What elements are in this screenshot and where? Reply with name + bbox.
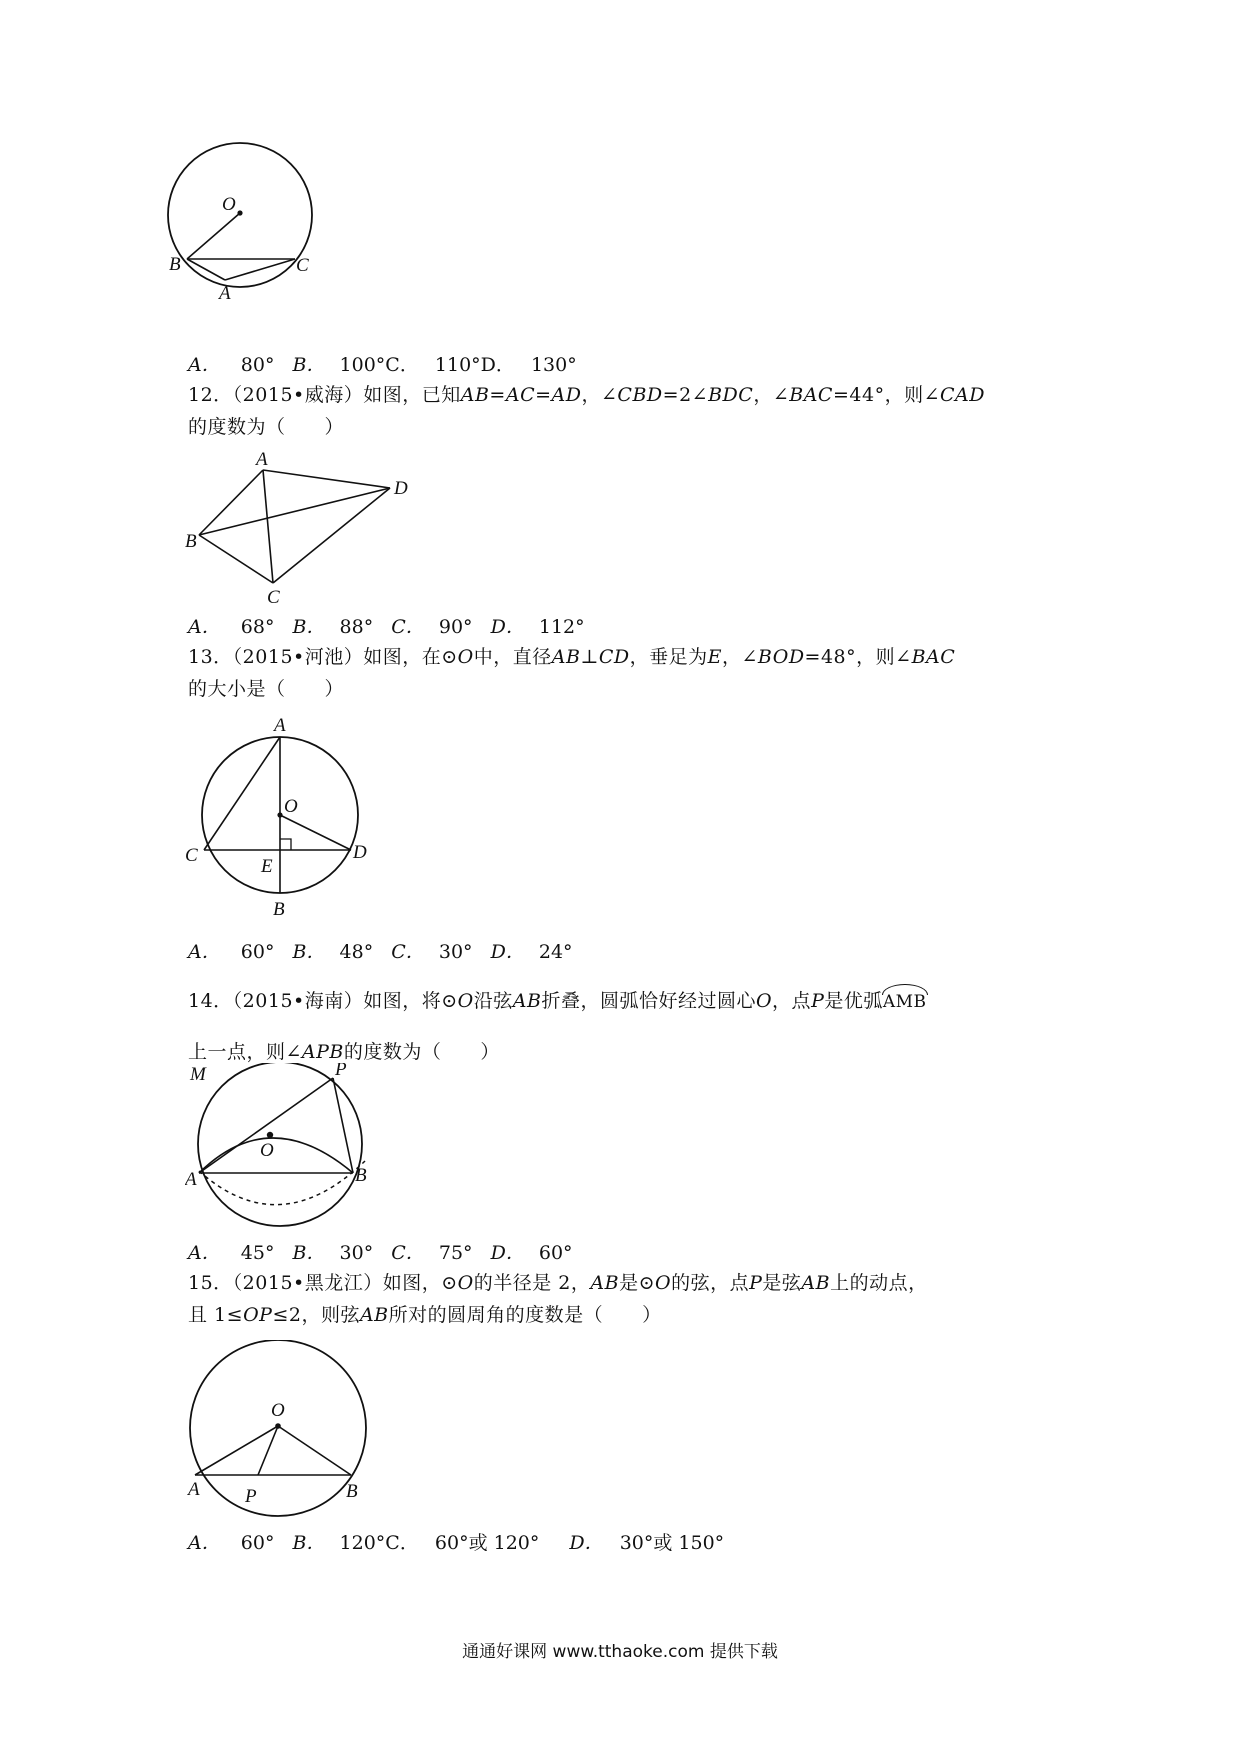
- q15-stem-text-4: 的弦，点: [671, 1272, 750, 1294]
- q13-option-b-value: 48°: [339, 941, 374, 963]
- q12-stem-line2: 的度数为（ ）: [188, 416, 345, 438]
- q12-stem-math-1: AB=AC=AD: [460, 384, 582, 406]
- q15-stem-line1: [188, 1268, 928, 1295]
- q14-option-c-letter: C．: [391, 1242, 425, 1264]
- q11-figure: [165, 140, 365, 310]
- q13-center-dot: [277, 812, 282, 817]
- q11-segment-ob: [187, 213, 240, 259]
- q13-option-d-value: 24°: [538, 941, 573, 963]
- q12-stem-math-3: BDC: [708, 384, 754, 406]
- q14-stem-text-1: 14．（2015•海南）如图，将⊙: [188, 990, 458, 1012]
- q15-stem-text-9: 所对的圆周角的度数是（ ）: [388, 1304, 662, 1326]
- q11-option-b-value: 100°C．: [339, 354, 419, 376]
- q15-stem-math-7: AB: [359, 1304, 389, 1326]
- q13-option-a-letter: A．: [188, 941, 221, 963]
- q11-label-c: C: [296, 255, 309, 276]
- q12-stem-math-4: BAC: [789, 384, 833, 406]
- q15-stem-text-5: 是弦: [762, 1272, 802, 1294]
- q11-segment-ac: [225, 259, 295, 280]
- q12-segment-bc: [199, 535, 273, 583]
- q14-label-b: B: [355, 1165, 367, 1186]
- q15-label-a: A: [188, 1479, 200, 1500]
- q15-stem-math-3: O: [655, 1272, 672, 1294]
- q11-label-b: B: [169, 254, 181, 275]
- q12-stem-math-2: CBD: [617, 384, 663, 406]
- q12-stem-text-1: 12．（2015•威海）如图，已知: [188, 384, 461, 406]
- q12-option-a-letter: A．: [188, 616, 221, 638]
- q14-stem-text-5: 是优弧: [824, 990, 883, 1012]
- q14-option-b-letter: B．: [292, 1242, 326, 1264]
- q15-stem-text-8: ≤2，则弦: [272, 1304, 360, 1326]
- q11-option-c-value: 110°D．: [434, 354, 515, 376]
- q13-option-d-letter: D．: [490, 941, 525, 963]
- q14-stem-math-2: AB: [512, 990, 542, 1012]
- q15-segment-ob: [278, 1426, 351, 1475]
- q15-stem-line2: [188, 1300, 662, 1327]
- q12-options: [188, 612, 585, 639]
- q13-option-a-value: 60°: [240, 941, 275, 963]
- q13-stem-math-2: AB: [551, 646, 581, 668]
- q15-option-a-value: 60°: [240, 1532, 275, 1554]
- q15-stem-math-5: AB: [801, 1272, 831, 1294]
- q15-options: [188, 1528, 724, 1555]
- q12-stem-line1: [188, 380, 985, 407]
- q13-segment-ac: [204, 737, 280, 850]
- q15-stem-text-3: 是⊙: [619, 1272, 655, 1294]
- q15-option-b-letter: B．: [292, 1532, 326, 1554]
- q13-stem-text-6: =48°，则∠: [804, 646, 912, 668]
- q15-option-a-letter: A．: [188, 1532, 221, 1554]
- q13-stem-line1: [188, 642, 955, 669]
- q14-stem-line2: [188, 1037, 500, 1064]
- q14-circle: [198, 1063, 362, 1226]
- q12-label-d: D: [394, 478, 408, 499]
- q12-label-b: B: [185, 531, 197, 552]
- q11-options: [188, 350, 577, 377]
- q13-stem-text-2: 中，直径: [473, 646, 552, 668]
- q13-stem-text-3: ⊥: [580, 646, 599, 668]
- q12-stem-text-3: =2∠: [662, 384, 709, 406]
- q11-option-a-value: 80°: [240, 354, 275, 376]
- q14-label-o: O: [260, 1140, 274, 1161]
- q13-stem-text-1: 13．（2015•河池）如图，在⊙: [188, 646, 458, 668]
- q12-figure: [185, 448, 425, 608]
- q14-stem-text-7: 的度数为（ ）: [343, 1041, 500, 1063]
- q15-stem-text-1: 15．（2015•黑龙江）如图，⊙: [188, 1272, 458, 1294]
- q14-option-d-value: 60°: [538, 1242, 573, 1264]
- q14-option-c-value: 75°: [438, 1242, 473, 1264]
- q15-stem-text-7: 且 1≤: [188, 1304, 244, 1326]
- q14-stem-text-6: 上一点，则∠: [188, 1041, 302, 1063]
- q12-label-c: C: [267, 587, 280, 608]
- q12-segment-da: [263, 470, 390, 488]
- q15-stem-text-6: 上的动点，: [830, 1272, 928, 1294]
- q11-option-a-letter: A．: [188, 354, 221, 376]
- q13-stem-math-4: E: [707, 646, 722, 668]
- q15-segment-op: [258, 1426, 278, 1475]
- q12-segment-ac: [263, 470, 273, 583]
- q13-option-c-letter: C．: [391, 941, 425, 963]
- q14-stem-math-3: O: [755, 990, 773, 1012]
- q14-stem-math-5: APB: [301, 1041, 344, 1063]
- q14-option-d-letter: D．: [490, 1242, 525, 1264]
- q13-options: [188, 937, 573, 964]
- q13-stem-math-6: BAC: [911, 646, 956, 668]
- q12-stem-text-2: ，∠: [581, 384, 618, 406]
- q15-stem-math-1: O: [457, 1272, 474, 1294]
- q13-figure: [185, 712, 385, 922]
- q13-stem-math-1: O: [457, 646, 474, 668]
- q11-label-o: O: [222, 194, 236, 215]
- q14-label-p: P: [335, 1063, 347, 1080]
- q14-stem-text-3: 折叠，圆弧恰好经过圆心: [541, 990, 756, 1012]
- q12-option-c-value: 90°: [438, 616, 473, 638]
- q14-center-dot: [267, 1132, 273, 1138]
- q14-arc-amb: AMB: [882, 992, 927, 1012]
- q13-stem-text-5: ，∠: [722, 646, 758, 668]
- q14-label-a: A: [185, 1169, 197, 1190]
- q15-figure: [175, 1340, 385, 1520]
- q14-label-m: M: [190, 1064, 206, 1085]
- q14-lower-dashed-arc: [199, 1161, 365, 1205]
- q15-segment-oa: [195, 1426, 278, 1475]
- q14-stem-math-4: P: [811, 990, 825, 1012]
- q15-stem-math-2: AB: [590, 1272, 620, 1294]
- q15-stem-math-6: OP: [243, 1304, 273, 1326]
- q12-option-d-letter: D．: [490, 616, 525, 638]
- q13-label-d: D: [353, 842, 367, 863]
- q14-stem-math-1: O: [457, 990, 474, 1012]
- q11-center-dot: [237, 210, 242, 215]
- q12-label-a: A: [256, 449, 268, 470]
- q15-label-o: O: [271, 1400, 285, 1421]
- q15-option-b-value: 120°C．: [339, 1532, 419, 1554]
- q13-stem-math-3: CD: [598, 646, 630, 668]
- q14-figure: [185, 1063, 385, 1233]
- q12-option-a-value: 68°: [240, 616, 275, 638]
- q13-stem-text-4: ，垂足为: [629, 646, 708, 668]
- q15-label-p: P: [245, 1486, 257, 1507]
- q14-folded-arc: [199, 1138, 353, 1173]
- q15-stem-text-2: 的半径是 2，: [473, 1272, 591, 1294]
- q12-option-c-letter: C．: [391, 616, 425, 638]
- q12-segment-ab: [199, 470, 263, 535]
- q14-option-a-value: 45°: [240, 1242, 275, 1264]
- q13-label-a: A: [274, 715, 286, 736]
- q13-stem-math-5: BOD: [757, 646, 805, 668]
- q11-option-d-value: 130°: [530, 354, 577, 376]
- q15-label-b: B: [346, 1481, 358, 1502]
- q13-label-o: O: [284, 796, 298, 817]
- q15-center-dot: [275, 1423, 281, 1429]
- q14-stem-text-4: ，点: [772, 990, 812, 1012]
- q12-stem-text-4: ，∠: [753, 384, 790, 406]
- q13-label-e: E: [261, 856, 273, 877]
- q15-option-c-value: 60°或 120°: [434, 1532, 540, 1554]
- q13-stem-line2: 的大小是（ ）: [188, 678, 345, 700]
- q15-option-d-value: 30°或 150°: [619, 1532, 725, 1554]
- q14-options: [188, 1238, 573, 1265]
- q11-label-a: A: [219, 283, 231, 304]
- q12-stem-text-5: =44°，则∠: [832, 384, 941, 406]
- q15-option-d-letter: D．: [569, 1532, 604, 1554]
- q11-option-b-letter: B．: [292, 354, 326, 376]
- q15-stem-math-4: P: [749, 1272, 763, 1294]
- q14-stem-text-2: 沿弦: [473, 990, 513, 1012]
- q13-option-b-letter: B．: [292, 941, 326, 963]
- q13-option-c-value: 30°: [438, 941, 473, 963]
- q14-stem-line1: [188, 986, 927, 1013]
- q14-option-a-letter: A．: [188, 1242, 221, 1264]
- q14-option-b-value: 30°: [339, 1242, 374, 1264]
- q12-option-b-value: 88°: [339, 616, 374, 638]
- q13-right-angle-mark: [280, 839, 291, 850]
- page-footer: 通通好课网 www.tthaoke.com 提供下载: [462, 1642, 778, 1662]
- q13-label-b: B: [273, 899, 285, 920]
- q12-stem-math-5: CAD: [940, 384, 986, 406]
- q12-option-b-letter: B．: [292, 616, 326, 638]
- q12-option-d-value: 112°: [538, 616, 585, 638]
- q13-label-c: C: [185, 845, 198, 866]
